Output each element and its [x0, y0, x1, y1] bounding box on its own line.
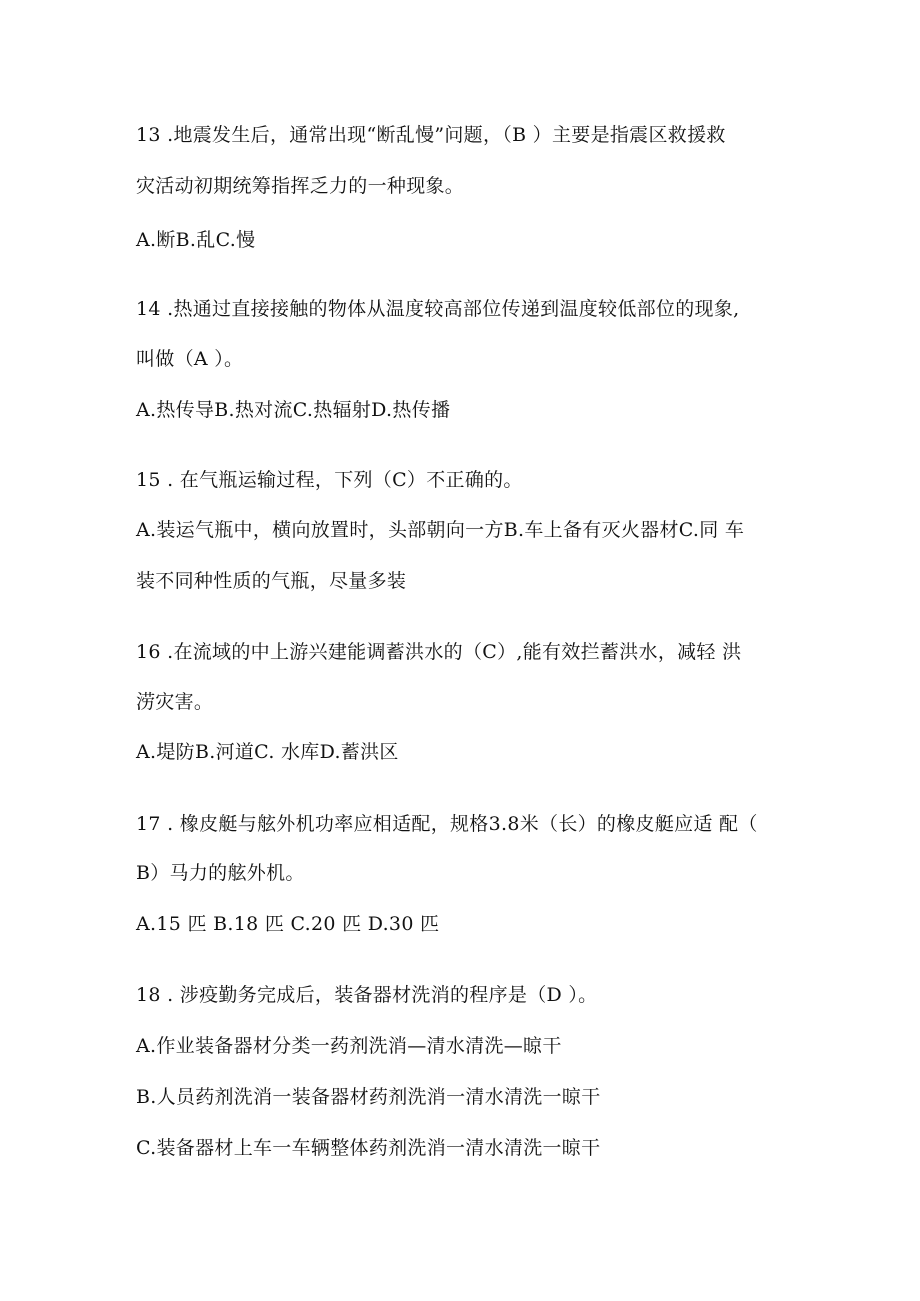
question-18-option-a: A.作业装备器材分类一药剂洗消—清水清洗—晾干 — [136, 1035, 562, 1057]
question-18-line-1: 18 . 涉疫勤务完成后，装备器材洗消的程序是（D ）。 — [136, 984, 598, 1006]
question-18-option-b: B.人员药剂洗消一装备器材药剂洗消一清水清洗一晾干 — [136, 1086, 601, 1108]
question-17-options: A.15 匹 B.18 匹 C.20 匹 D.30 匹 — [136, 913, 440, 935]
question-15-options-line-2: 装不同种性质的气瓶，尽量多装 — [136, 570, 407, 592]
question-16-line-1: 16 .在流域的中上游兴建能调蓄洪水的（C）,能有效拦蓄洪水，减轻 洪 — [136, 641, 742, 663]
question-15-line-1: 15 . 在气瓶运输过程，下列（C）不正确的。 — [136, 469, 523, 491]
question-15-options-line-1: A.装运气瓶中，横向放置时，头部朝向一方B.车上备有灭火器材C.同 车 — [136, 519, 745, 541]
question-16-options: A.堤防B.河道C. 水库D.蓄洪区 — [136, 741, 399, 763]
question-13-options: A.断B.乱C.慢 — [136, 229, 256, 251]
question-13-line-1: 13 .地震发生后，通常出现“断乱慢”问题，（B ）主要是指震区救援救 — [136, 124, 726, 146]
question-16-line-2: 涝灾害。 — [136, 691, 214, 713]
question-17-line-2: B）马力的舷外机。 — [136, 862, 305, 884]
question-14-line-2: 叫做（A ）。 — [136, 348, 244, 370]
question-14-line-1: 14 .热通过直接接触的物体从温度较高部位传递到温度较低部位的现象, — [136, 298, 740, 320]
question-14-options: A.热传导B.热对流C.热辐射D.热传播 — [136, 399, 451, 421]
question-17-line-1: 17 . 橡皮艇与舷外机功率应相适配，规格3.8米（长）的橡皮艇应适 配（ — [136, 813, 758, 835]
question-13-line-2: 灾活动初期统筹指挥乏力的一种现象。 — [136, 175, 465, 197]
question-18-option-c: C.装备器材上车一车辆整体药剂洗消一清水清洗一晾干 — [136, 1137, 601, 1159]
